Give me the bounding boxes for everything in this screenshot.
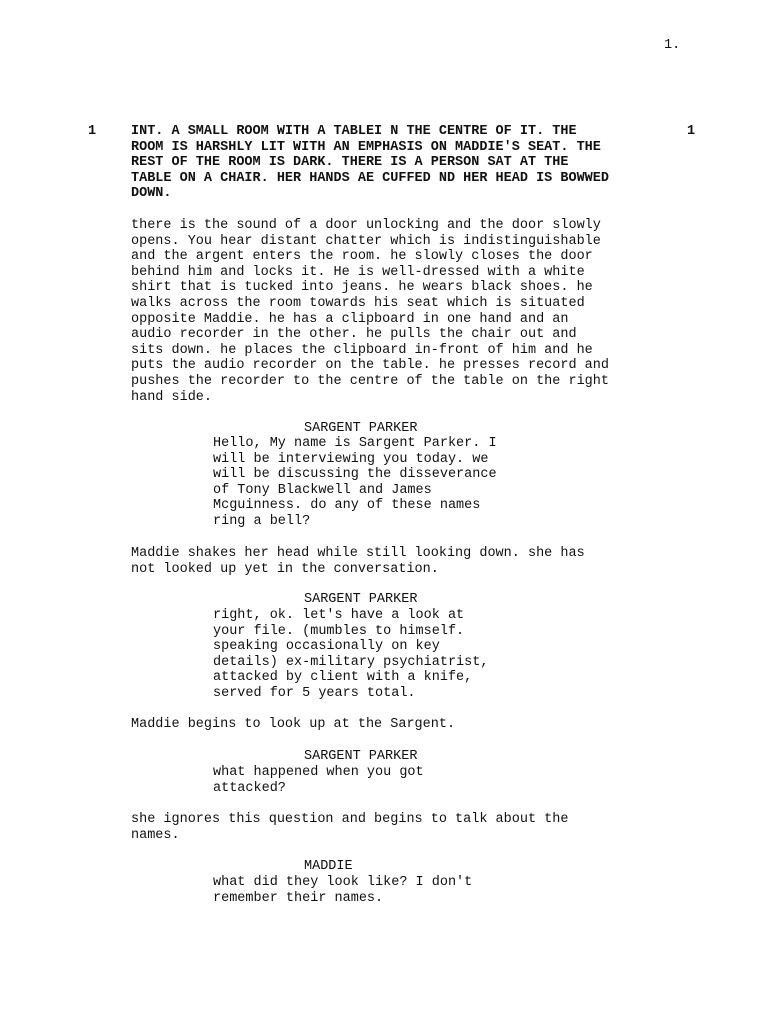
dialogue-line: Hello, My name is Sargent Parker. I — [213, 436, 497, 451]
action-block — [131, 717, 455, 733]
action-block — [131, 546, 585, 577]
dialogue-line: served for 5 years total. — [213, 685, 416, 701]
character-name: SARGENT PARKER — [304, 592, 418, 607]
dialogue-line: of Tony Blackwell and James — [213, 482, 432, 498]
action-line: puts the audio recorder on the table. he presses record and — [131, 358, 609, 374]
scene-number-left: 1 — [88, 124, 97, 139]
scene-number-right: 1 — [687, 124, 696, 139]
action-line: pushes the recorder to the centre of the table on the right — [131, 373, 609, 389]
dialogue-line: speaking occasionally on key — [213, 639, 440, 655]
dialogue-line: will be discussing the disseverance — [213, 467, 497, 483]
scene-heading-line: INT. A SMALL ROOM WITH A TABLEI N THE CENTRE OF IT. THE — [131, 124, 577, 139]
character-name: MADDIE — [304, 859, 353, 874]
dialogue-block — [213, 765, 424, 796]
dialogue-line: ring a bell? — [213, 513, 311, 529]
action-line: shirt that is tucked into jeans. he wears black shoes. he — [131, 280, 593, 296]
action-line: names. — [131, 827, 180, 843]
action-block — [131, 218, 609, 405]
action-block — [131, 812, 568, 843]
action-line: opposite Maddie. he has a clipboard in one hand and an — [131, 311, 569, 327]
action-line: opens. You hear distant chatter which is indistinguishable — [131, 233, 601, 249]
dialogue-block — [213, 608, 488, 702]
dialogue-line: your file. (mumbles to himself. — [213, 623, 465, 639]
dialogue-line: remember their names. — [213, 890, 384, 906]
dialogue-line: will be interviewing you today. we — [213, 451, 489, 467]
action-line: sits down. he places the clipboard in-front of him and he — [131, 342, 593, 358]
scene-heading-line: DOWN. — [131, 186, 172, 202]
dialogue-block — [213, 875, 472, 906]
action-line: Maddie begins to look up at the Sargent. — [131, 717, 456, 732]
action-line: she ignores this question and begins to talk about the — [131, 812, 569, 827]
scene-heading-line: REST OF THE ROOM IS DARK. THERE IS A PERSON SAT AT THE — [131, 155, 569, 171]
action-line: Maddie shakes her head while still looking down. she has — [131, 546, 585, 561]
scene-heading-line: TABLE ON A CHAIR. HER HANDS AE CUFFED ND HER HEAD IS BOWWED — [131, 170, 609, 186]
page-number: 1. — [664, 38, 681, 53]
dialogue-line: what did they look like? I don't — [213, 875, 473, 890]
dialogue-block — [213, 436, 497, 530]
dialogue-line: details) ex-military psychiatrist, — [213, 654, 489, 670]
character-name: SARGENT PARKER — [304, 421, 418, 436]
dialogue-line: what happened when you got — [213, 765, 424, 780]
character-name: SARGENT PARKER — [304, 749, 418, 764]
scene-heading-line: ROOM IS HARSHLY LIT WITH AN EMPHASIS ON MADDIE'S SEAT. THE — [131, 139, 601, 155]
action-line: behind him and locks it. He is well-dressed with a white — [131, 264, 585, 280]
dialogue-line: Mcguinness. do any of these names — [213, 498, 481, 514]
action-line: not looked up yet in the conversation. — [131, 561, 439, 577]
action-line: walks across the room towards his seat which is situated — [131, 295, 585, 311]
dialogue-line: attacked? — [213, 780, 286, 796]
action-line: and the argent enters the room. he slowly closes the door — [131, 249, 593, 265]
scene-heading — [131, 124, 609, 202]
action-line: hand side. — [131, 389, 213, 405]
action-line: audio recorder in the other. he pulls the chair out and — [131, 327, 577, 343]
action-line: there is the sound of a door unlocking and the door slowly — [131, 218, 601, 233]
dialogue-line: right, ok. let's have a look at — [213, 608, 465, 623]
dialogue-line: attacked by client with a knife, — [213, 670, 473, 686]
